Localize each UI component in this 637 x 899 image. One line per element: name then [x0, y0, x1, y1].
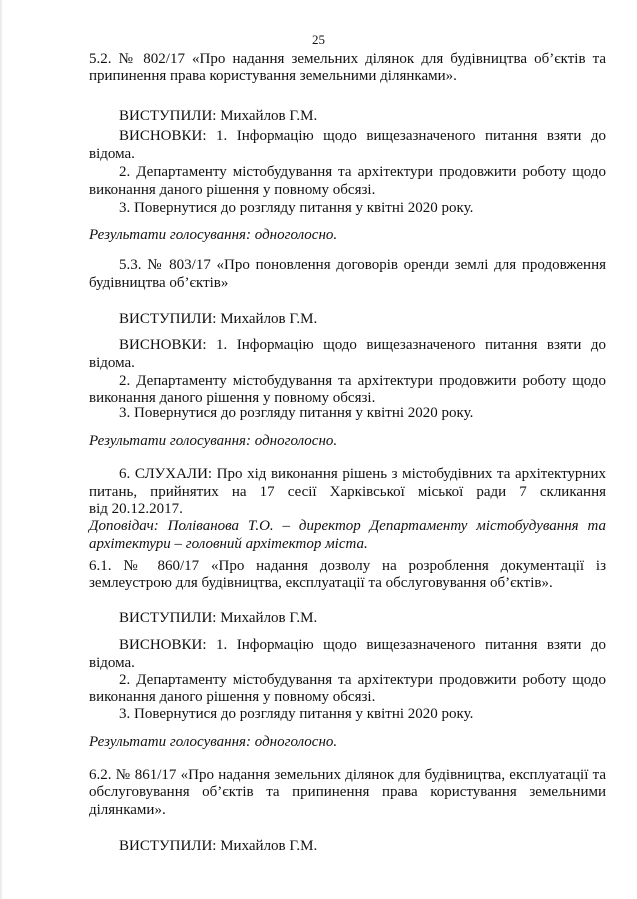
reporter-line-2: архітектури – головний архітектор міста. — [89, 536, 368, 552]
conclusions-line-1: ВИСНОВКИ: 1. Інформацію щодо вищезазначеного питання взяти до — [119, 128, 606, 144]
conclusions-line-3: 2. Департаменту містобудування та архітектури продовжити роботу щодо — [119, 672, 606, 688]
item-6-heard-line-3: від 20.12.2017. — [89, 501, 183, 517]
item-5-2-title-line-2: припинення права користування земельними ділянками». — [89, 68, 457, 84]
item-5-3-title-line-2: будівництва об’єктів» — [89, 275, 229, 291]
conclusions-line-3: 2. Департаменту містобудування та архітектури продовжити роботу щодо — [119, 164, 606, 180]
speakers-line: ВИСТУПИЛИ: Михайлов Г.М. — [119, 311, 318, 327]
conclusions-line-3: 2. Департаменту містобудування та архітектури продовжити роботу щодо — [119, 373, 606, 389]
item-6-1-title-line-2: землеустрою для будівництва, експлуатації та обслуговування об’єктів». — [89, 575, 553, 591]
conclusions-line-4: виконання даного рішення у повному обсязі. — [89, 390, 376, 406]
conclusions-line-5: 3. Повернутися до розгляду питання у квітні 2020 року. — [119, 200, 474, 216]
item-6-2-title-line-3: ділянками». — [89, 802, 166, 818]
speakers-line: ВИСТУПИЛИ: Михайлов Г.М. — [119, 108, 318, 124]
conclusions-line-4: виконання даного рішення у повному обсязі. — [89, 689, 376, 705]
conclusions-line-2: відома. — [89, 655, 135, 671]
item-6-1-title-line-1: 6.1. № 860/17 «Про надання дозволу на розроблення документації із — [89, 558, 606, 574]
speakers-line: ВИСТУПИЛИ: Михайлов Г.М. — [119, 610, 318, 626]
conclusions-line-1: ВИСНОВКИ: 1. Інформацію щодо вищезазначеного питання взяти до — [119, 637, 606, 653]
item-5-2-title-line-1: 5.2. № 802/17 «Про надання земельних ділянок для будівництва об’єктів та — [89, 51, 606, 67]
speakers-line: ВИСТУПИЛИ: Михайлов Г.М. — [119, 838, 318, 854]
item-6-2-title-line-1: 6.2. № 861/17 «Про надання земельних ділянок для будівництва, експлуатації та — [89, 767, 606, 783]
item-6-2-title-line-2: обслуговування об’єктів та припинення права користування земельними — [89, 784, 606, 800]
voting-result: Результати голосування: одноголосно. — [89, 433, 338, 449]
reporter-line-1: Доповідач: Поліванова Т.О. – директор Департаменту містобудування та — [89, 518, 606, 534]
conclusions-line-5: 3. Повернутися до розгляду питання у квітні 2020 року. — [119, 405, 474, 421]
conclusions-line-2: відома. — [89, 146, 135, 162]
conclusions-line-2: відома. — [89, 355, 135, 371]
conclusions-line-5: 3. Повернутися до розгляду питання у квітні 2020 року. — [119, 706, 474, 722]
voting-result: Результати голосування: одноголосно. — [89, 227, 338, 243]
conclusions-line-1: ВИСНОВКИ: 1. Інформацію щодо вищезазначеного питання взяти до — [119, 337, 606, 353]
voting-result: Результати голосування: одноголосно. — [89, 734, 338, 750]
item-5-3-title-line-1: 5.3. № 803/17 «Про поновлення договорів оренди землі для продовження — [119, 257, 606, 273]
item-6-heard-line-1: 6. СЛУХАЛИ: Про хід виконання рішень з містобудівних та архітектурних — [119, 466, 606, 482]
item-6-heard-line-2: питань, прийнятих на 17 сесії Харківської міської ради 7 скликання — [89, 484, 606, 500]
scan-edge-shadow — [0, 0, 3, 899]
page-number: 25 — [312, 32, 325, 47]
conclusions-line-4: виконання даного рішення у повному обсязі. — [89, 182, 376, 198]
